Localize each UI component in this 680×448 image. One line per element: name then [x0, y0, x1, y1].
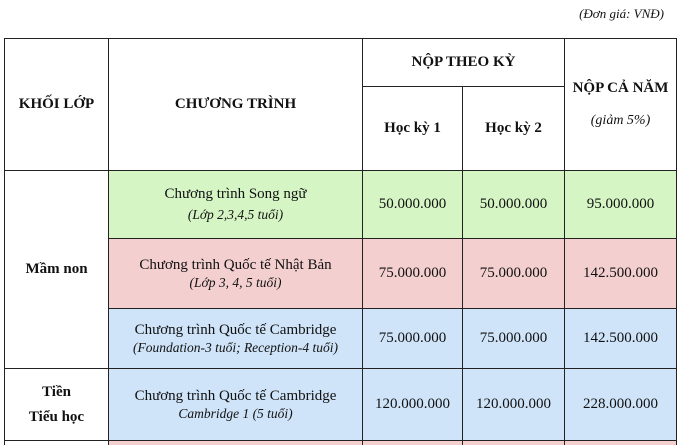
- header-term1: Học kỳ 1: [363, 87, 463, 171]
- table-row: [5, 171, 677, 239]
- year-fee: 142.500.000: [565, 309, 677, 369]
- program-detail: Cambridge 1 (5 tuổi): [178, 405, 293, 421]
- term2-fee: 75.000.000: [463, 239, 565, 309]
- edge-cell: [109, 441, 363, 446]
- program-cell: [109, 239, 363, 309]
- term1-fee: 120.000.000: [363, 369, 463, 441]
- program-name: Chương trình Quốc tế Nhật Bản: [139, 256, 332, 273]
- year-fee: 95.000.000: [565, 171, 677, 239]
- unit-note: (Đơn giá: VNĐ): [579, 6, 664, 21]
- program-detail: (Lớp 2,3,4,5 tuổi): [187, 207, 284, 222]
- edge-cell: [363, 441, 463, 446]
- program-cell: [109, 171, 363, 239]
- header-row-1: [5, 39, 677, 87]
- header-full-year: [565, 39, 677, 171]
- term2-fee: 75.000.000: [463, 309, 565, 369]
- edge-cell: [565, 441, 677, 446]
- program-cell: [109, 369, 363, 441]
- block-label-pre-primary: [5, 369, 109, 441]
- block-label-preschool: Mầm non: [5, 171, 109, 369]
- next-row-edge: [5, 441, 677, 446]
- term2-fee: 50.000.000: [463, 171, 565, 239]
- header-term2: Học kỳ 2: [463, 87, 565, 171]
- year-fee: 142.500.000: [565, 239, 677, 309]
- table-row: [5, 369, 677, 441]
- edge-cell: [5, 441, 109, 446]
- tuition-table: [4, 38, 677, 445]
- year-fee: 228.000.000: [565, 369, 677, 441]
- program-name: Chương trình Song ngữ: [164, 186, 307, 202]
- header-full-year-note: (giảm 5%): [590, 113, 651, 128]
- program-detail: (Lớp 3, 4, 5 tuổi): [189, 274, 282, 290]
- edge-cell: [463, 441, 565, 446]
- term1-fee: 50.000.000: [363, 171, 463, 239]
- program-cell: [109, 309, 363, 369]
- header-grade-block: KHỐI LỚP: [5, 39, 109, 171]
- header-per-term: NỘP THEO KỲ: [363, 39, 565, 87]
- term1-fee: 75.000.000: [363, 309, 463, 369]
- term2-fee: 120.000.000: [463, 369, 565, 441]
- program-detail: (Foundation-3 tuổi; Reception-4 tuổi): [132, 339, 339, 355]
- program-name: Chương trình Quốc tế Cambridge: [134, 387, 337, 404]
- header-full-year-label: NỘP CẢ NĂM: [572, 80, 669, 96]
- block-label-line2: Tiểu học: [28, 408, 85, 425]
- header-program: CHƯƠNG TRÌNH: [109, 39, 363, 171]
- block-label-line1: Tiền: [42, 383, 71, 400]
- program-name: Chương trình Quốc tế Cambridge: [134, 321, 337, 338]
- term1-fee: 75.000.000: [363, 239, 463, 309]
